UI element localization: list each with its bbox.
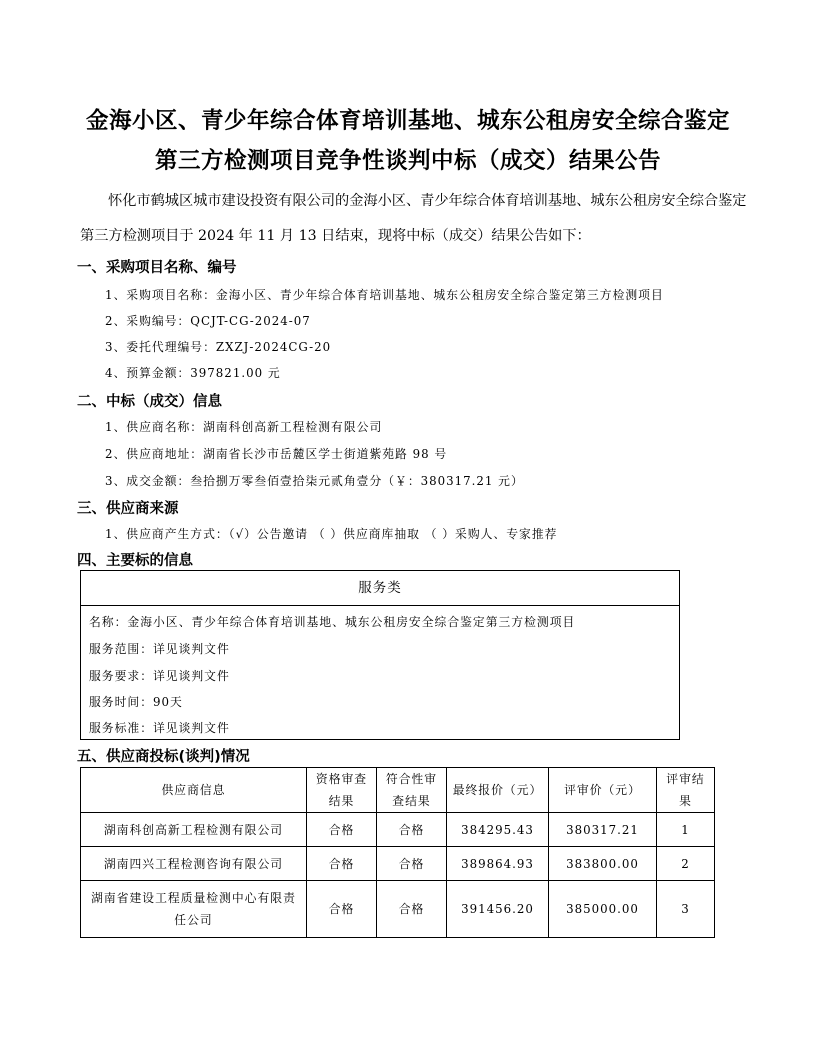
cell-review-price: 383800.00 (549, 847, 657, 881)
section-5-heading: 五、供应商投标(谈判)情况 (77, 749, 250, 765)
target-info-row: 服务范围：详见谈判文件 (89, 642, 230, 656)
table-header-row (81, 768, 715, 813)
column-header-final-price: 最终报价（元） (447, 768, 549, 813)
section-1-item: 1、采购项目名称：金海小区、青少年综合体育培训基地、城东公租房安全综合鉴定第三方检测项目 (105, 288, 664, 302)
column-header-compliance: 符合性审查结果 (377, 768, 447, 813)
target-info-box-title: 服务类 (81, 571, 679, 606)
cell-supplier: 湖南四兴工程检测咨询有限公司 (81, 847, 307, 881)
target-info-row: 服务要求：详见谈判文件 (89, 669, 230, 683)
cell-result: 1 (657, 813, 715, 847)
target-info-row: 服务时间：90天 (89, 695, 183, 709)
cell-final-price: 384295.43 (447, 813, 549, 847)
cell-compliance: 合格 (377, 881, 447, 938)
cell-qualification: 合格 (307, 847, 377, 881)
cell-result: 3 (657, 881, 715, 938)
section-2-item: 3、成交金额：叁拾捌万零叁佰壹拾柒元贰角壹分（￥：380317.21 元） (105, 474, 524, 488)
cell-supplier: 湖南科创高新工程检测有限公司 (81, 813, 307, 847)
cell-compliance: 合格 (377, 847, 447, 881)
target-info-row: 服务标准：详见谈判文件 (89, 721, 230, 735)
column-header-supplier: 供应商信息 (81, 768, 307, 813)
section-1-heading: 一、采购项目名称、编号 (77, 260, 237, 276)
target-info-row: 名称：金海小区、青少年综合体育培训基地、城东公租房安全综合鉴定第三方检测项目 (89, 615, 576, 629)
cell-final-price: 391456.20 (447, 881, 549, 938)
cell-compliance: 合格 (377, 813, 447, 847)
section-2-item: 2、供应商地址：湖南省长沙市岳麓区学士街道紫苑路 98 号 (105, 447, 448, 461)
cell-final-price: 389864.93 (447, 847, 549, 881)
section-2-item: 1、供应商名称：湖南科创高新工程检测有限公司 (105, 420, 383, 434)
section-2-heading: 二、中标（成交）信息 (77, 394, 222, 410)
cell-qualification: 合格 (307, 881, 377, 938)
cell-result: 2 (657, 847, 715, 881)
cell-qualification: 合格 (307, 813, 377, 847)
section-4-heading: 四、主要标的信息 (77, 553, 193, 569)
intro-paragraph: 怀化市鹤城区城市建设投资有限公司的金海小区、青少年综合体育培训基地、城东公租房安全综合鉴定第三方检测项目于 2024 年 11 月 13 日结束，现将中标（成交）结果公告如下： (80, 193, 747, 244)
table-row (81, 813, 715, 847)
table-row (81, 881, 715, 938)
section-1-item: 2、采购编号：QCJT-CG-2024-07 (105, 314, 311, 328)
section-1-item: 3、委托代理编号：ZXZJ-2024CG-20 (105, 340, 332, 354)
column-header-qualification: 资格审查结果 (307, 768, 377, 813)
cell-review-price: 380317.21 (549, 813, 657, 847)
target-info-box (80, 570, 680, 740)
document-title-line-1: 金海小区、青少年综合体育培训基地、城东公租房安全综合鉴定 (85, 108, 730, 134)
column-header-result: 评审结果 (657, 768, 715, 813)
table-row (81, 847, 715, 881)
section-3-item: 1、供应商产生方式：（√）公告邀请 （ ）供应商库抽取 （ ）采购人、专家推荐 (105, 527, 558, 541)
cell-review-price: 385000.00 (549, 881, 657, 938)
cell-supplier: 湖南省建设工程质量检测中心有限责任公司 (81, 881, 307, 938)
section-3-heading: 三、供应商来源 (77, 501, 179, 517)
column-header-review-price: 评审价（元） (549, 768, 657, 813)
section-1-item: 4、预算金额：397821.00 元 (105, 366, 281, 380)
bids-table (80, 767, 715, 938)
document-title-line-2: 第三方检测项目竞争性谈判中标（成交）结果公告 (154, 148, 661, 174)
